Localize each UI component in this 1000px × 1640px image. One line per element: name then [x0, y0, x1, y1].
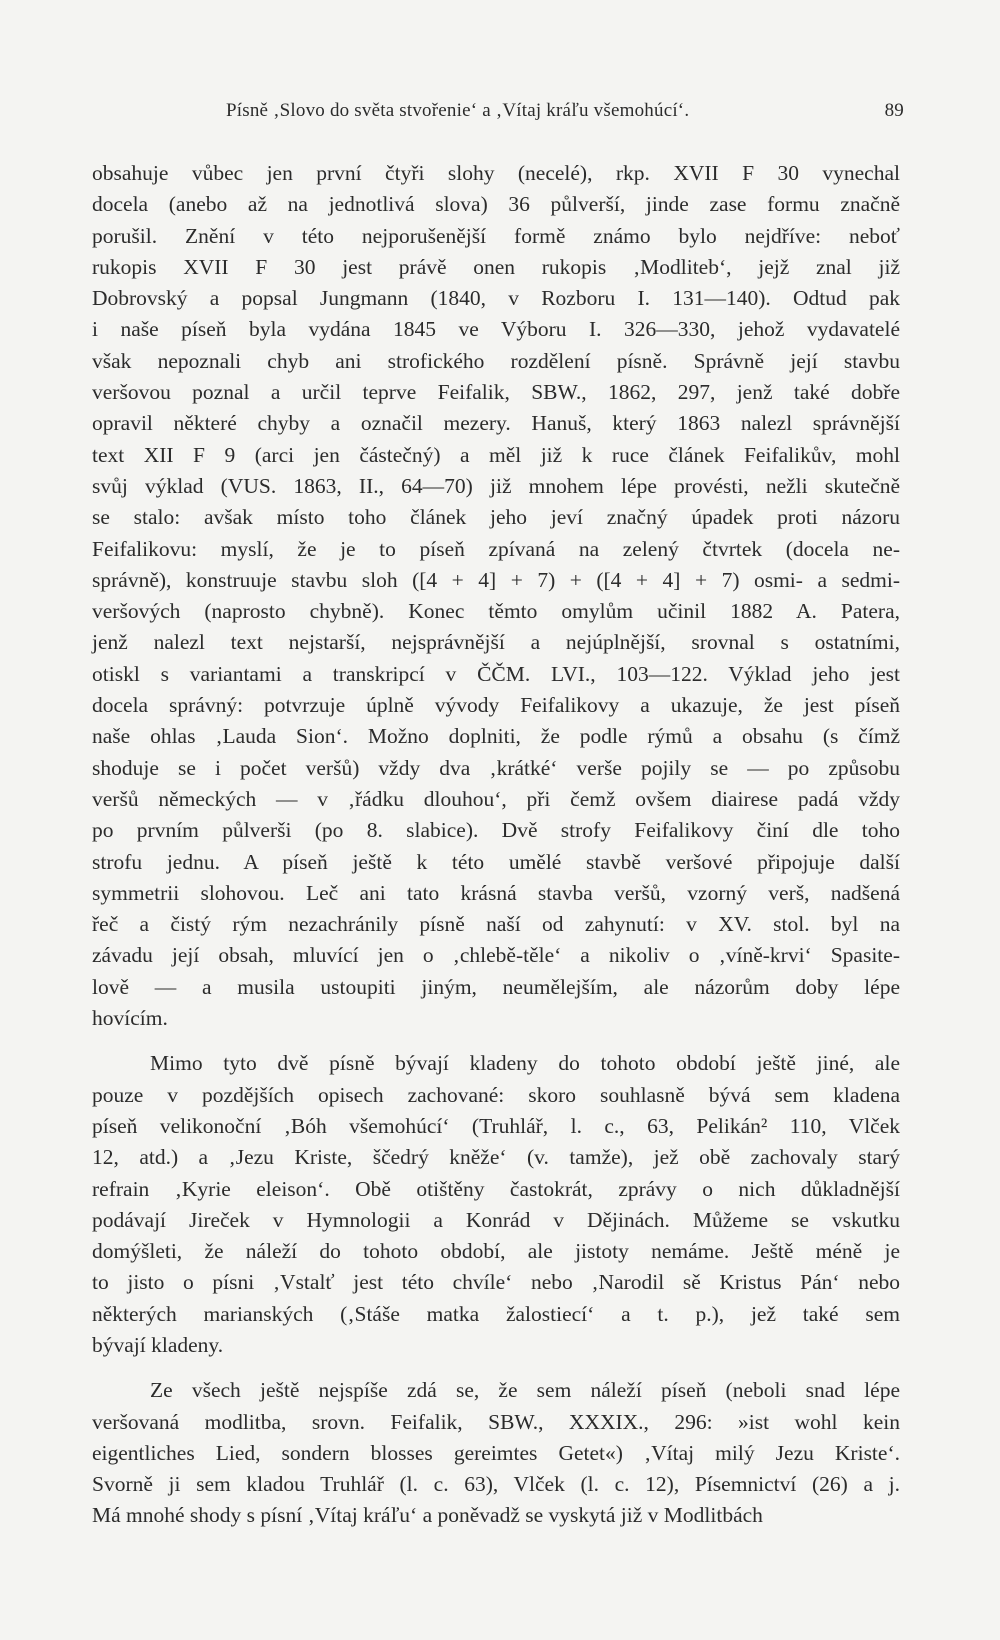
text-line: píseň velikonoční ‚Bóh všemohúcí‘ (Truhlář, l. c., 63, Pelikán² 110, Vlček — [92, 1113, 900, 1138]
text-line: pouze v pozdějších opisech zachované: skoro souhlasně bývá sem kladena — [92, 1082, 900, 1107]
text-line: správně), konstruuje stavbu sloh ([4 + 4] + 7) + ([4 + 4] + 7) osmi- a sedmi- — [92, 567, 900, 592]
text-line: veršových (naprosto chybně). Konec těmto omylům učinil 1882 A. Patera, — [92, 599, 900, 624]
text-line: otiskl s variantami a transkripcí v ČČM. LVI., 103—122. Výklad jeho jest — [92, 661, 900, 686]
text-line: domýšleti, že náleží do tohoto období, ale jistoty nemáme. Ještě méně je — [92, 1239, 900, 1264]
text-line: Ze všech ještě nejspíše zdá se, že sem náleží píseň (neboli snad lépe — [150, 1378, 900, 1403]
text-line: Svorně ji sem kladou Truhlář (l. c. 63), Vlček (l. c. 12), Písemnictví (26) a j. — [92, 1472, 900, 1497]
text-line: to jisto o písni ‚Vstalť jest této chvíle‘ nebo ‚Narodil sě Kristus Pán‘ nebo — [92, 1270, 900, 1295]
page-body — [92, 158, 900, 1532]
text-line: jenž nalezl text nejstarší, nejsprávnější a nejúplnější, srovnal s ostatními, — [92, 630, 900, 655]
text-line: i naše píseň byla vydána 1845 ve Výboru I. 326—330, jehož vydavatelé — [92, 317, 900, 342]
text-line: 12, atd.) a ‚Jezu Kriste, ščedrý kněže‘ (v. tamže), jež obě zachovaly starý — [92, 1145, 900, 1170]
text-line: lově — a musila ustoupiti jiným, neumělejším, ale názorům doby lépe — [92, 974, 900, 999]
text-line: však nepoznali chyb ani strofického rozdělení písně. Správně její stavbu — [92, 348, 900, 373]
text-line: veršovou poznal a určil teprve Feifalik, SBW., 1862, 297, jenž také dobře — [92, 380, 900, 405]
text-line: podávají Jireček v Hymnologii a Konrád v Dějinách. Můžeme se vskutku — [92, 1207, 900, 1232]
paragraph-3 — [92, 1375, 900, 1531]
text-line: docela správný: potvrzuje úplně vývody Feifalikovy a ukazuje, že jest píseň — [92, 693, 900, 718]
text-line: Dobrovský a popsal Jungmann (1840, v Rozboru I. 131—140). Odtud pak — [92, 286, 900, 311]
text-line: opravil některé chyby a označil mezery. Hanuš, který 1863 nalezl správnější — [92, 411, 900, 436]
text-line: rukopis XVII F 30 jest právě onen rukopis ‚Modliteb‘, jejž znal již — [92, 254, 900, 279]
text-line: po prvním půlverši (po 8. slabice). Dvě strofy Feifalikovy činí dle toho — [92, 818, 900, 843]
text-line: shoduje se i počet veršů) vždy dva ‚krátké‘ verše pojily se — po způsobu — [92, 755, 900, 780]
text-line: některých marianských (‚Stáše matka žalostiecí‘ a t. p.), jež také sem — [92, 1301, 900, 1326]
text-line: Má mnohé shody s písní ‚Vítaj kráľu‘ a poněvadž se vyskytá již v Modlitbách — [92, 1503, 763, 1528]
text-line: eigentliches Lied, sondern blosses gereimtes Getet«) ‚Vítaj milý Jezu Kriste‘. — [92, 1440, 900, 1465]
text-line: bývají kladeny. — [92, 1332, 224, 1357]
text-line: porušil. Znění v této nejporušenější formě známo bylo nejdříve: neboť — [92, 223, 900, 248]
paragraph-2 — [92, 1048, 900, 1361]
running-title: Písně ‚Slovo do světa stvořenie‘ a ‚Vítaj kráľu všemohúcí‘. — [226, 100, 690, 121]
text-line: závadu její obsah, mluvící jen o ‚chlebě-těle‘ a nikoliv o ‚víně-krvi‘ Spasite- — [92, 943, 900, 968]
paragraph-1 — [92, 158, 900, 1034]
text-line: strofu jednu. A píseň ještě k této umělé stavbě veršové připojuje další — [92, 849, 900, 874]
text-line: docela (anebo až na jednotlivá slova) 36 půlverší, jinde zase formu značně — [92, 192, 900, 217]
text-line: hovícím. — [92, 1006, 168, 1031]
text-line: se stalo: avšak místo toho článek jeho jeví značný úpadek proti názoru — [92, 505, 900, 530]
page-header — [90, 100, 904, 128]
text-line: Feifalikovu: myslí, že je to píseň zpívaná na zelený čtvrtek (docela ne- — [92, 536, 900, 561]
text-line: obsahuje vůbec jen první čtyři slohy (necelé), rkp. XVII F 30 vynechal — [92, 161, 900, 185]
text-line: refrain ‚Kyrie eleison‘. Obě otištěny častokrát, zprávy o nich důkladnější — [92, 1176, 900, 1201]
text-line: Mimo tyto dvě písně bývají kladeny do tohoto období ještě jiné, ale — [150, 1051, 900, 1076]
text-line: symmetrii slohovou. Leč ani tato krásná stavba veršů, vzorný verš, nadšená — [92, 880, 900, 905]
text-line: text XII F 9 (arci jen částečný) a měl již k ruce článek Feifalikův, mohl — [92, 442, 900, 467]
text-line: řeč a čistý rým nezachránily písně naší od zahynutí: v XV. stol. byl na — [92, 912, 900, 937]
text-line: svůj výklad (VUS. 1863, II., 64—70) již mnohem lépe provésti, nežli skutečně — [92, 473, 900, 498]
text-line: veršů německých — v ‚řádku dlouhou‘, při čemž ovšem diairese padá vždy — [92, 786, 900, 811]
page-number: 89 — [884, 100, 904, 121]
text-line: naše ohlas ‚Lauda Sion‘. Možno doplniti, že podle rýmů a obsahu (s čímž — [92, 724, 900, 749]
text-line: veršovaná modlitba, srovn. Feifalik, SBW., XXXIX., 296: »ist wohl kein — [92, 1409, 900, 1434]
